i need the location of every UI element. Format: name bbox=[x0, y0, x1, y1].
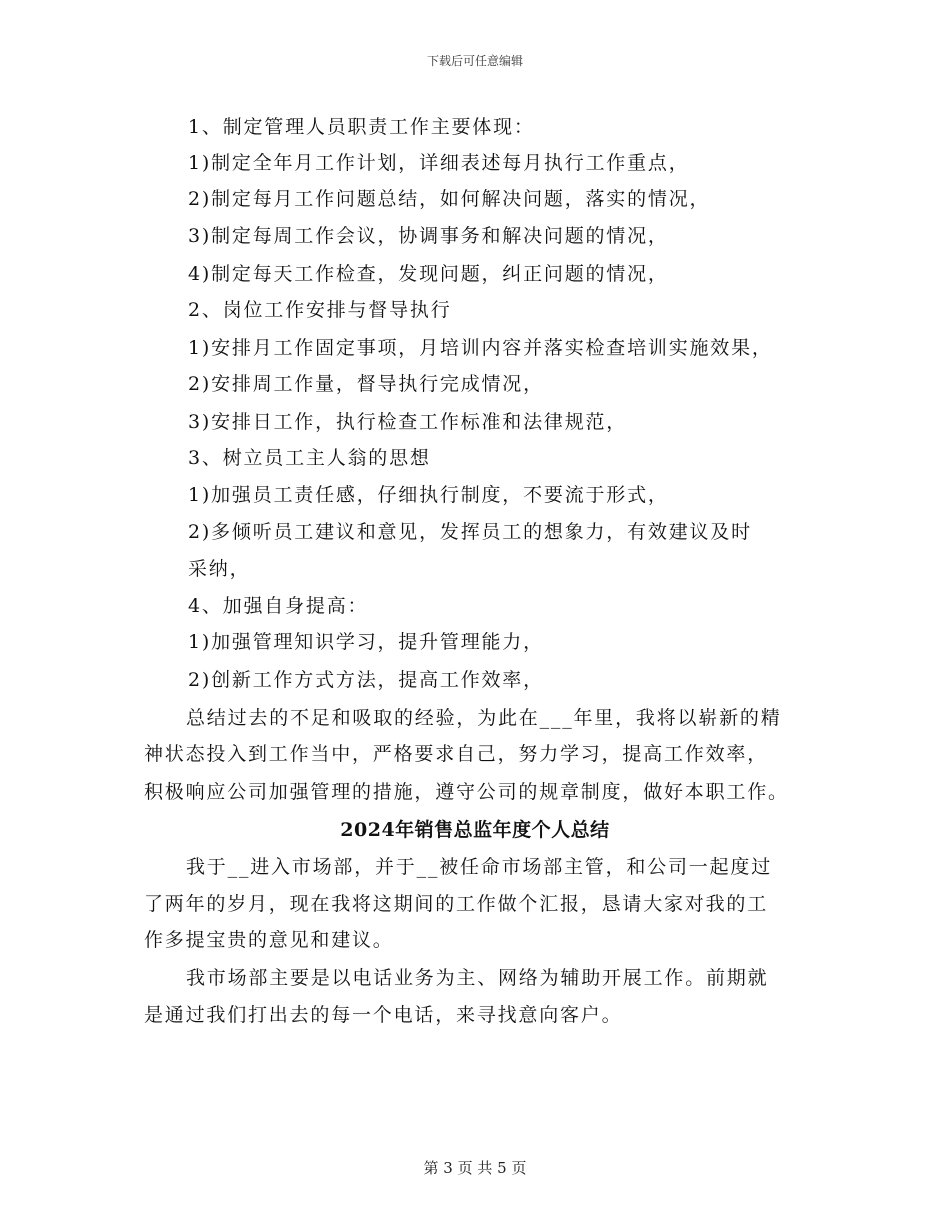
list-item: 2、岗位工作安排与督导执行 bbox=[188, 299, 452, 321]
list-item: 2)制定每月工作问题总结，如何解决问题，落实的情况， bbox=[188, 188, 711, 210]
list-item: 2)创新工作方式方法，提高工作效率， bbox=[188, 669, 544, 691]
list-item: 3)安排日工作，执行检查工作标准和法律规范， bbox=[188, 411, 628, 433]
list-item: 2)多倾听员工建议和意见，发挥员工的想象力，有效建议及时 bbox=[188, 521, 752, 543]
summary-line: 总结过去的不足和吸取的经验，为此在___年里，我将以崭新的精 bbox=[186, 707, 782, 729]
list-item: 2)安排周工作量，督导执行完成情况， bbox=[188, 373, 544, 395]
paragraph-line: 了两年的岁月，现在我将这期间的工作做个汇报，恳请大家对我的工 bbox=[144, 893, 769, 915]
summary-line: 神状态投入到工作当中，严格要求自己，努力学习，提高工作效率， bbox=[144, 743, 769, 765]
list-item: 4、加强自身提高： bbox=[188, 595, 369, 617]
list-item: 1、制定管理人员职责工作主要体现： bbox=[188, 116, 535, 138]
page-header-note: 下载后可任意编辑 bbox=[426, 54, 523, 68]
list-item: 1)安排月工作固定事项，月培训内容并落实检查培训实施效果， bbox=[188, 337, 773, 359]
paragraph-line: 是通过我们打出去的每一个电话，来寻找意向客户。 bbox=[144, 1004, 623, 1026]
list-item: 3)制定每周工作会议，协调事务和解决问题的情况， bbox=[188, 225, 669, 247]
paragraph-line: 我市场部主要是以电话业务为主、网络为辅助开展工作。前期就 bbox=[186, 967, 769, 989]
list-item: 4)制定每天工作检查，发现问题，纠正问题的情况， bbox=[188, 263, 669, 285]
summary-line: 积极响应公司加强管理的措施，遵守公司的规章制度，做好本职工作。 bbox=[144, 781, 789, 803]
list-item: 采纳， bbox=[188, 558, 251, 580]
paragraph-line: 我于__进入市场部，并于__被任命市场部主管，和公司一起度过 bbox=[186, 856, 773, 878]
page-number: 第 3 页 共 5 页 bbox=[423, 1159, 527, 1177]
paragraph-line: 作多提宝贵的意见和建议。 bbox=[144, 929, 394, 951]
list-item: 1)加强员工责任感，仔细执行制度，不要流于形式， bbox=[188, 484, 669, 506]
list-item: 3、树立员工主人翁的思想 bbox=[188, 447, 431, 469]
list-item: 1)制定全年月工作计划，详细表述每月执行工作重点， bbox=[188, 152, 690, 174]
list-item: 1)加强管理知识学习，提升管理能力， bbox=[188, 631, 544, 653]
section-title: 2024年销售总监年度个人总结 bbox=[340, 819, 610, 841]
